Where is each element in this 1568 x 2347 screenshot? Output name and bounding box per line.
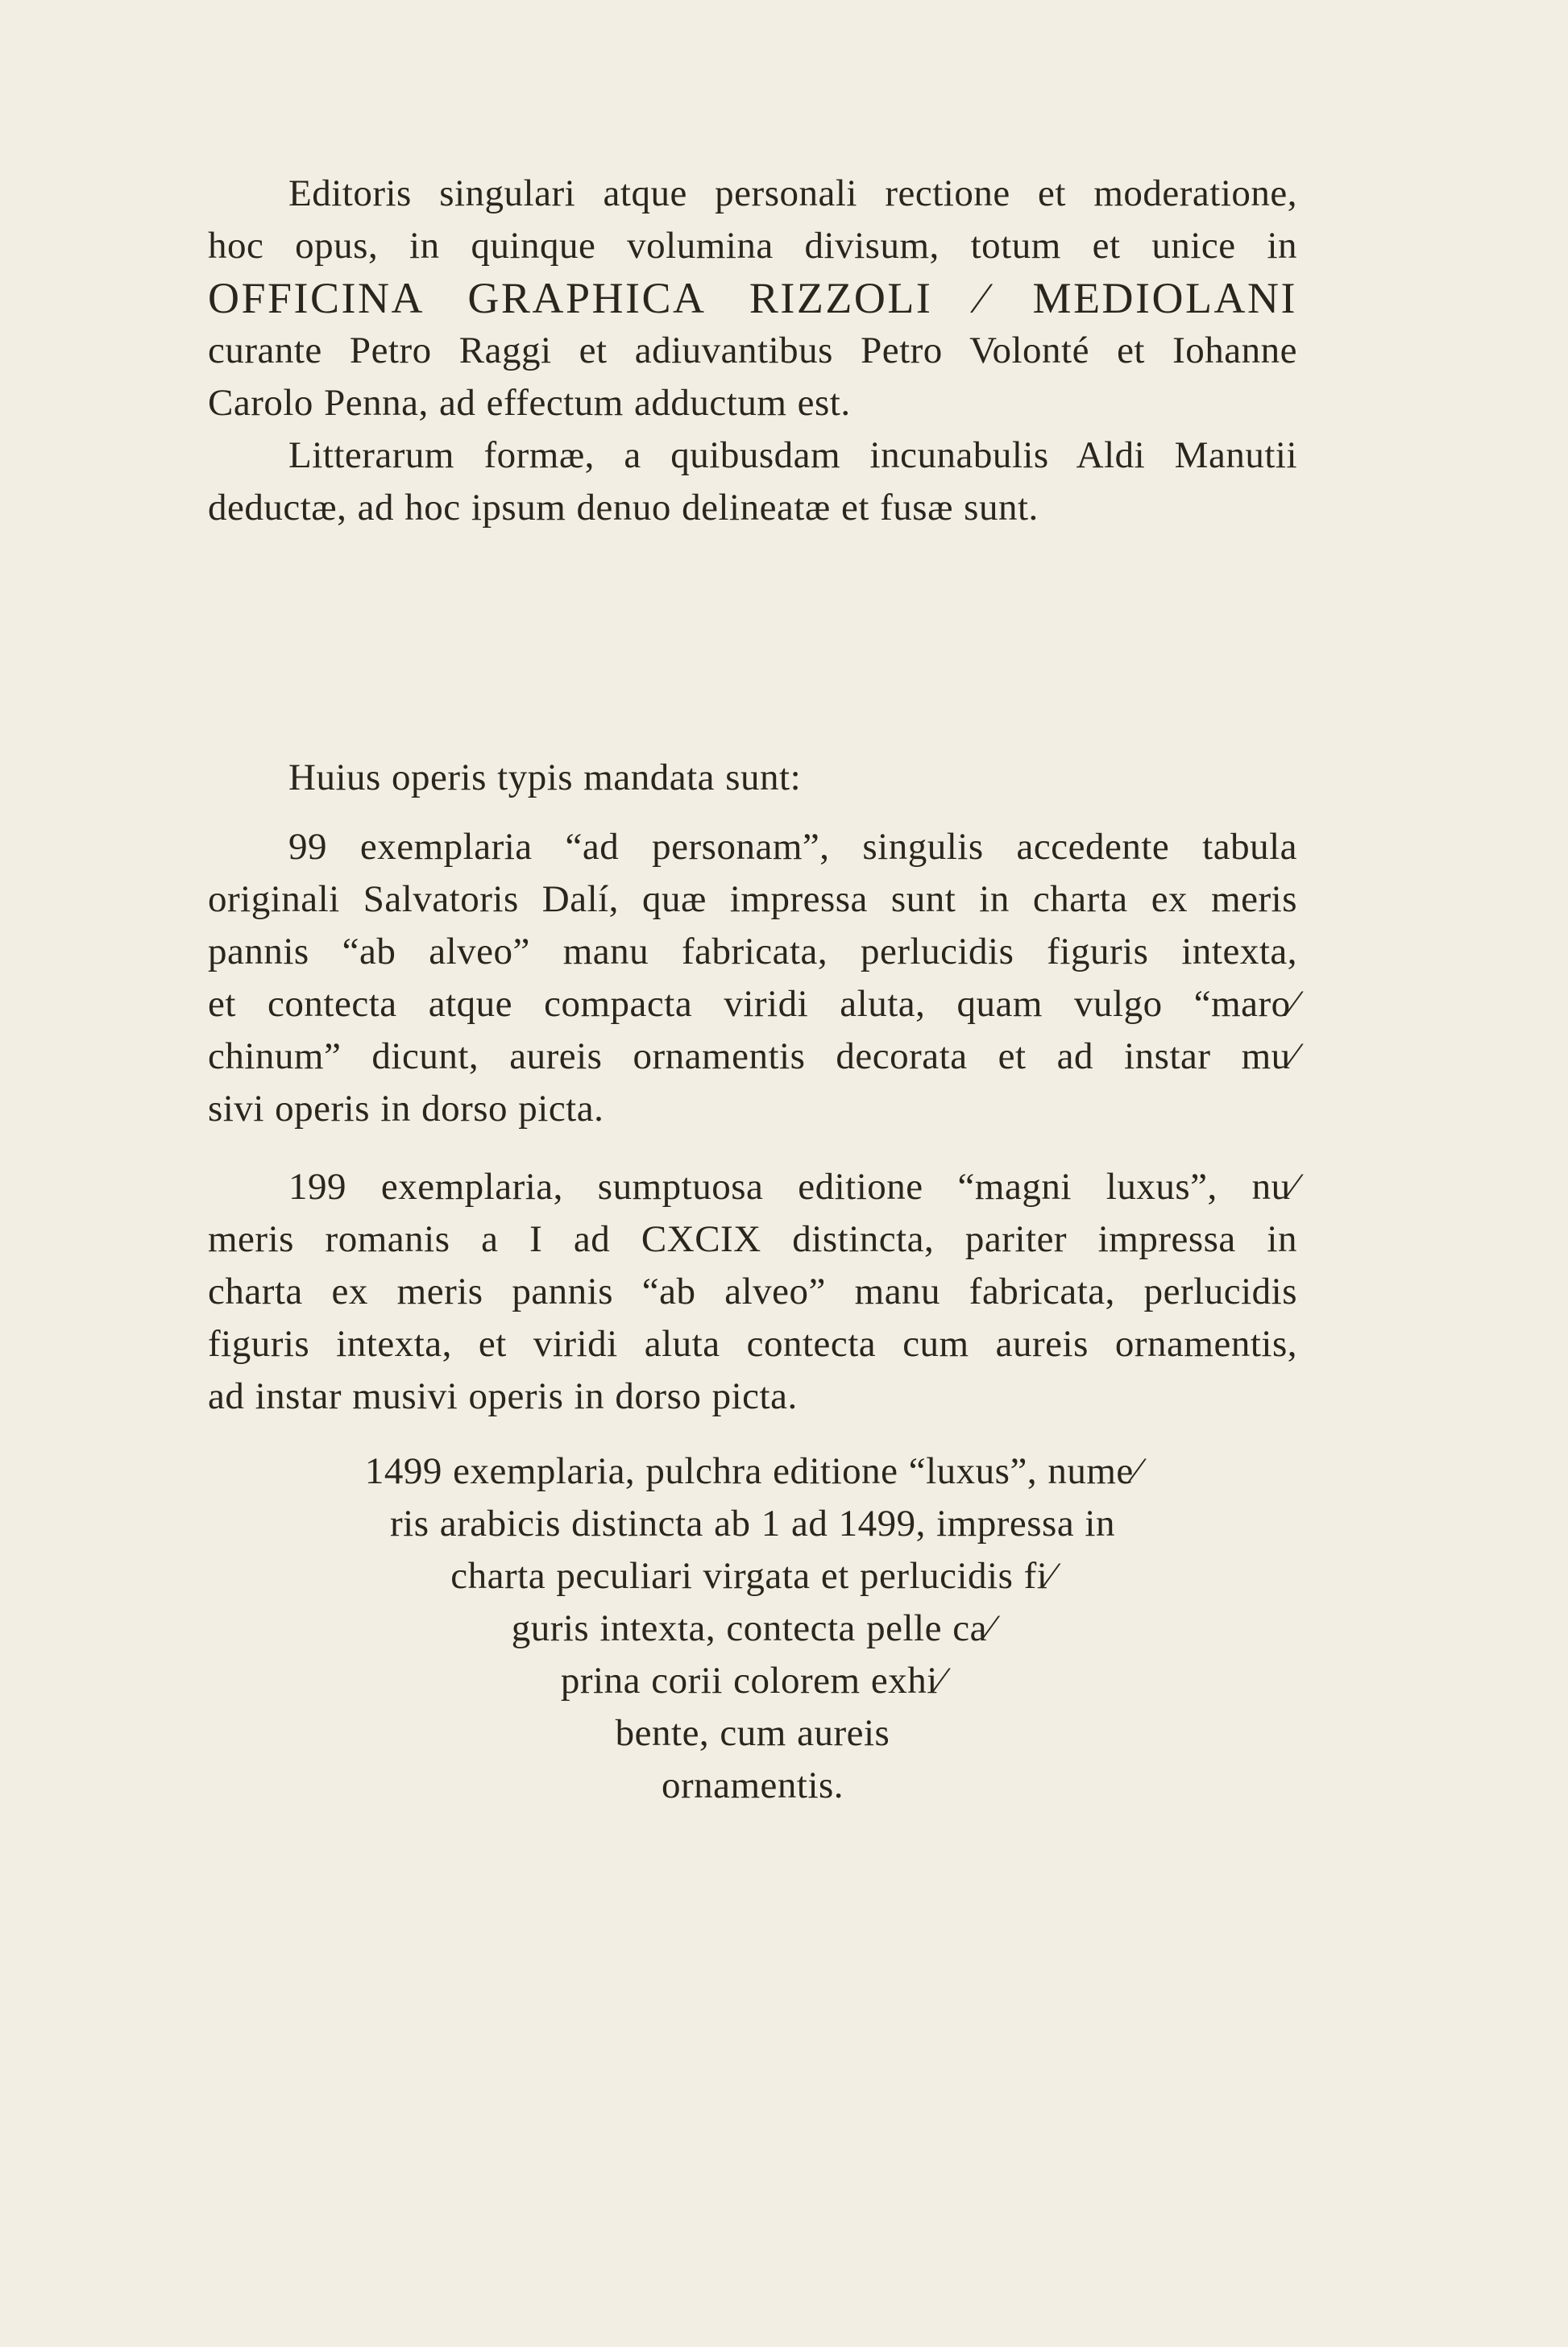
paragraph-199-exemplaria (208, 1161, 1297, 1423)
text-line: bente, cum aureis (615, 1712, 890, 1754)
paragraph-99-exemplaria (208, 821, 1297, 1135)
text-line: originali Salvatoris Dalí, quæ impressa sunt in charta ex meris (208, 878, 1297, 920)
text-line: ornamentis. (661, 1764, 844, 1806)
text-line: chinum” dicunt, aureis ornamentis decorata et ad instar mu⁄ (208, 1035, 1297, 1077)
text-line: OFFICINA GRAPHICA RIZZOLI ⁄ MEDIOLANI (208, 274, 1297, 322)
text-line: deductæ, ad hoc ipsum denuo delineatæ et fusæ sunt. (208, 487, 1039, 529)
text-line: guris intexta, contecta pelle ca⁄ (511, 1607, 994, 1649)
text-line: Huius operis typis mandata sunt: (288, 757, 802, 798)
heading-print-run (208, 752, 1297, 804)
text-line: et contecta atque compacta viridi aluta, quam vulgo “maro⁄ (208, 983, 1297, 1025)
text-line: meris romanis a I ad CXCIX distincta, pariter impressa in (208, 1218, 1297, 1260)
text-line: 99 exemplaria “ad personam”, singulis accedente tabula (288, 826, 1297, 868)
text-line: sivi operis in dorso picta. (208, 1088, 604, 1130)
text-line: Carolo Penna, ad effectum adductum est. (208, 382, 851, 424)
text-line: 199 exemplaria, sumptuosa editione “magni luxus”, nu⁄ (288, 1166, 1297, 1208)
text-line: ris arabicis distincta ab 1 ad 1499, impressa in (390, 1503, 1115, 1545)
text-line: Editoris singulari atque personali rectione et moderatione, (288, 172, 1297, 214)
text-line: curante Petro Raggi et adiuvantibus Petro Volonté et Iohanne (208, 330, 1297, 371)
paragraph-1499-exemplaria (208, 1445, 1297, 1812)
text-line: charta ex meris pannis “ab alveo” manu fabricata, perlucidis (208, 1271, 1297, 1312)
text-line: charta peculiari virgata et perlucidis fi⁄ (450, 1555, 1055, 1597)
text-line: ad instar musivi operis in dorso picta. (208, 1375, 798, 1417)
paragraph-imprint (208, 168, 1297, 429)
text-line: prina corii colorem exhi⁄ (560, 1660, 945, 1702)
text-line: 1499 exemplaria, pulchra editione “luxus”, nume⁄ (364, 1450, 1141, 1492)
text-line: figuris intexta, et viridi aluta contecta cum aureis ornamentis, (208, 1323, 1297, 1365)
text-line: pannis “ab alveo” manu fabricata, perlucidis figuris intexta, (208, 931, 1297, 972)
text-line: Litterarum formæ, a quibusdam incunabulis Aldi Manutii (288, 434, 1297, 476)
colophon-text (208, 168, 1297, 1812)
paragraph-typefaces (208, 429, 1297, 534)
text-line: hoc opus, in quinque volumina divisum, totum et unice in (208, 225, 1297, 267)
